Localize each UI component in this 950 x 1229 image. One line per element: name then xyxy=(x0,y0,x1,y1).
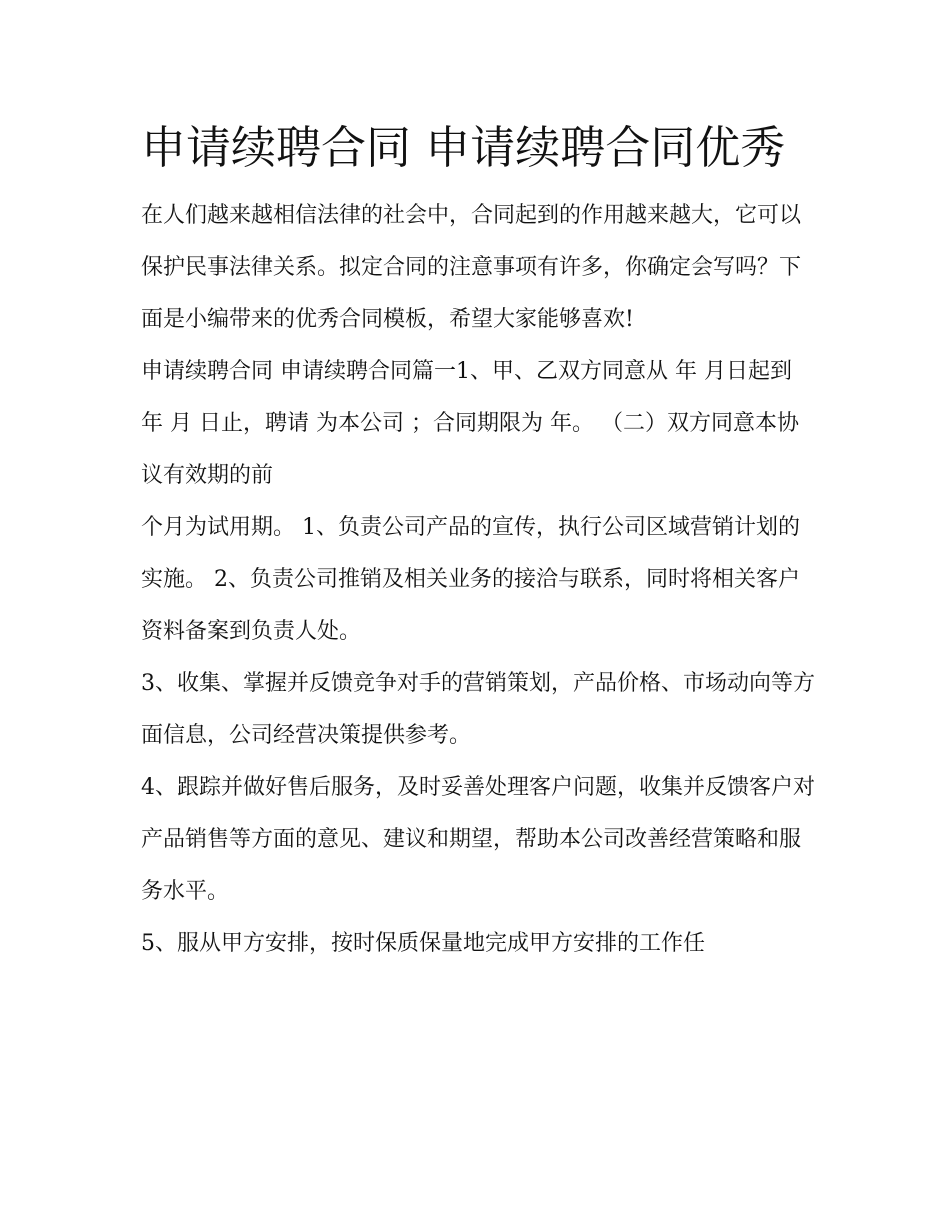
document-title: 申请续聘合同 申请续聘合同优秀 xyxy=(141,121,786,174)
intro-paragraph: 在人们越来越相信法律的社会中，合同起到的作用越来越大，它可以保护民事法律关系。拟定合同的注意事项有许多，你确定会写吗？下面是小编带来的优秀合同模板，希望大家能够喜欢! xyxy=(141,203,802,332)
duty-paragraph-1-2: 个月为试用期。 1、负责公司产品的宣传，执行公司区域营销计划的实施。 2、负责公司推销及相关业务的接洽与联系，同时将相关客户资料备案到负责人处。 xyxy=(141,515,800,644)
duty-paragraph-5: 5、服从甲方安排，按时保质保量地完成甲方安排的工作任 xyxy=(141,931,705,956)
document-body xyxy=(141,112,816,970)
duty-paragraph-4: 4、跟踪并做好售后服务，及时妥善处理客户问题，收集并反馈客户对产品销售等方面的意见、建议和期望，帮助本公司改善经营策略和服务水平。 xyxy=(141,775,815,904)
contract-term-paragraph: 申请续聘合同 申请续聘合同篇一1、甲、乙双方同意从 年 月日起到 年 月 日止，聘请 为本公司 ；合同期限为 年。 （二）双方同意本协议有效期的前 xyxy=(141,359,799,488)
duty-paragraph-3: 3、收集、掌握并反馈竞争对手的营销策划，产品价格、市场动向等方面信息，公司经营决策提供参考。 xyxy=(141,671,815,748)
